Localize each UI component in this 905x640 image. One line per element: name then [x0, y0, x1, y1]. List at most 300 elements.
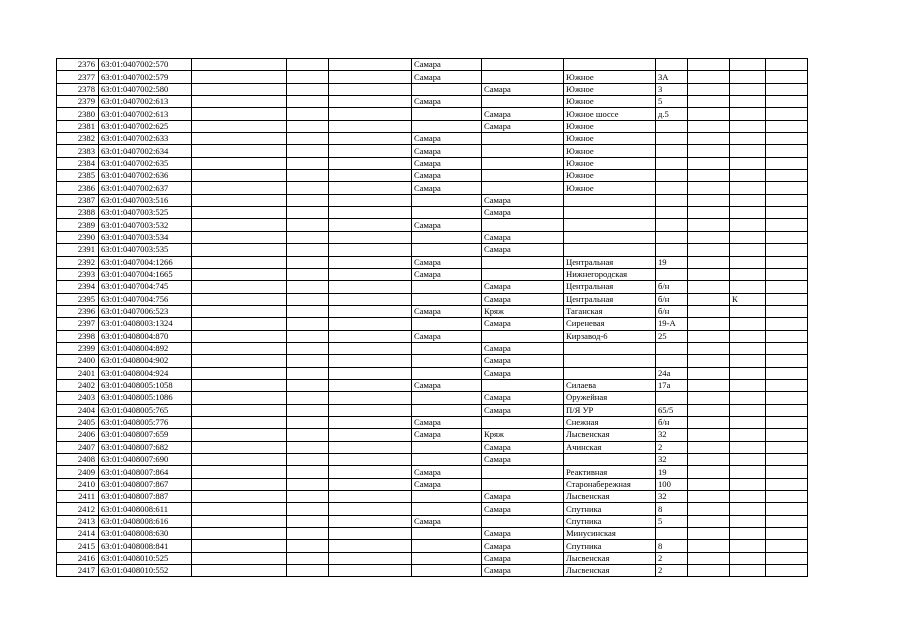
- locality-cell: Кряж: [482, 429, 564, 441]
- cell-empty-b: [287, 157, 329, 169]
- cell-empty: [329, 170, 412, 182]
- house-cell: [656, 157, 688, 169]
- table-row: [57, 120, 808, 132]
- cell-empty-b: [287, 379, 329, 391]
- cell-empty-a: [192, 515, 287, 527]
- locality-cell: Самара: [482, 404, 564, 416]
- cadastral-number: 63:01:0407003:535: [99, 244, 192, 256]
- cadastral-number: 63:01:0407002:613: [99, 96, 192, 108]
- cell-extra-a: [688, 293, 730, 305]
- cell-empty-b: [287, 441, 329, 453]
- table-row: [57, 478, 808, 490]
- cell-empty-a: [192, 83, 287, 95]
- table-row: [57, 133, 808, 145]
- city-cell: [412, 552, 482, 564]
- table-row: [57, 367, 808, 379]
- cell-empty: [329, 515, 412, 527]
- city-cell: Самара: [412, 170, 482, 182]
- cell-extra-c: [766, 565, 808, 577]
- cell-empty-b: [287, 565, 329, 577]
- cell-empty-b: [287, 256, 329, 268]
- cell-extra-c: [766, 244, 808, 256]
- cell-empty: [329, 540, 412, 552]
- cell-extra-b: [730, 83, 766, 95]
- locality-cell: [482, 256, 564, 268]
- house-cell: 8: [656, 503, 688, 515]
- row-number: 2407: [57, 441, 99, 453]
- cadastral-number: 63:01:0407004:745: [99, 281, 192, 293]
- cell-empty: [329, 145, 412, 157]
- table-row: [57, 528, 808, 540]
- cell-extra-c: [766, 528, 808, 540]
- cell-empty-b: [287, 342, 329, 354]
- cell-empty-b: [287, 429, 329, 441]
- table-row: [57, 454, 808, 466]
- cadastral-number: 63:01:0408007:690: [99, 454, 192, 466]
- cell-extra-c: [766, 219, 808, 231]
- house-cell: [656, 342, 688, 354]
- street-cell: Южное: [564, 133, 656, 145]
- cell-empty-b: [287, 59, 329, 71]
- row-number: 2382: [57, 133, 99, 145]
- table-row: [57, 59, 808, 71]
- cadastral-number: 63:01:0407004:1266: [99, 256, 192, 268]
- cell-empty: [329, 268, 412, 280]
- street-cell: Лысвенская: [564, 429, 656, 441]
- cell-extra-a: [688, 392, 730, 404]
- cell-empty-a: [192, 170, 287, 182]
- cell-extra-a: [688, 318, 730, 330]
- cell-extra-a: [688, 108, 730, 120]
- locality-cell: Самара: [482, 503, 564, 515]
- city-cell: [412, 528, 482, 540]
- cell-empty: [329, 108, 412, 120]
- cell-extra-c: [766, 120, 808, 132]
- house-cell: 2: [656, 565, 688, 577]
- house-cell: 100: [656, 478, 688, 490]
- cell-extra-a: [688, 416, 730, 428]
- cell-extra-b: [730, 157, 766, 169]
- cell-extra-b: [730, 170, 766, 182]
- cell-extra-b: [730, 454, 766, 466]
- cell-extra-c: [766, 145, 808, 157]
- cell-empty-b: [287, 404, 329, 416]
- table-row: [57, 157, 808, 169]
- city-cell: Самара: [412, 182, 482, 194]
- table-row: [57, 305, 808, 317]
- row-number: 2390: [57, 231, 99, 243]
- city-cell: [412, 342, 482, 354]
- locality-cell: Самара: [482, 207, 564, 219]
- cell-extra-b: [730, 71, 766, 83]
- locality-cell: Самара: [482, 367, 564, 379]
- cell-extra-a: [688, 59, 730, 71]
- cell-empty: [329, 244, 412, 256]
- cell-empty-a: [192, 342, 287, 354]
- cell-empty-a: [192, 330, 287, 342]
- table-row: [57, 207, 808, 219]
- city-cell: [412, 355, 482, 367]
- cell-empty-a: [192, 268, 287, 280]
- row-number: 2403: [57, 392, 99, 404]
- row-number: 2400: [57, 355, 99, 367]
- row-number: 2381: [57, 120, 99, 132]
- row-number: 2398: [57, 330, 99, 342]
- cell-extra-b: [730, 503, 766, 515]
- cadastral-number: 63:01:0408005:776: [99, 416, 192, 428]
- cell-empty-a: [192, 108, 287, 120]
- cell-extra-a: [688, 441, 730, 453]
- street-cell: Спутника: [564, 515, 656, 527]
- cadastral-number: 63:01:0407003:532: [99, 219, 192, 231]
- cell-extra-b: [730, 231, 766, 243]
- cell-extra-b: [730, 219, 766, 231]
- cadastral-number: 63:01:0407002:636: [99, 170, 192, 182]
- house-cell: [656, 207, 688, 219]
- city-cell: [412, 120, 482, 132]
- cell-empty-b: [287, 318, 329, 330]
- cell-extra-b: [730, 404, 766, 416]
- table-row: [57, 231, 808, 243]
- cell-extra-b: [730, 120, 766, 132]
- cell-extra-a: [688, 120, 730, 132]
- cell-extra-a: [688, 207, 730, 219]
- cell-empty-a: [192, 379, 287, 391]
- street-cell: Центральная: [564, 281, 656, 293]
- locality-cell: [482, 133, 564, 145]
- cell-empty-a: [192, 454, 287, 466]
- cell-extra-a: [688, 219, 730, 231]
- locality-cell: Кряж: [482, 305, 564, 317]
- cell-empty: [329, 293, 412, 305]
- cell-extra-a: [688, 429, 730, 441]
- cell-empty-a: [192, 491, 287, 503]
- row-number: 2392: [57, 256, 99, 268]
- cell-empty-b: [287, 244, 329, 256]
- cell-empty-b: [287, 268, 329, 280]
- house-cell: [656, 355, 688, 367]
- city-cell: Самара: [412, 478, 482, 490]
- locality-cell: Самара: [482, 194, 564, 206]
- cell-extra-b: [730, 379, 766, 391]
- street-cell: Лысвенская: [564, 565, 656, 577]
- table-row: [57, 416, 808, 428]
- locality-cell: Самара: [482, 231, 564, 243]
- cell-empty: [329, 466, 412, 478]
- cell-extra-c: [766, 330, 808, 342]
- city-cell: [412, 318, 482, 330]
- cell-empty-a: [192, 145, 287, 157]
- cell-extra-c: [766, 256, 808, 268]
- cell-empty-b: [287, 491, 329, 503]
- cell-empty-a: [192, 207, 287, 219]
- cell-extra-b: [730, 540, 766, 552]
- city-cell: [412, 441, 482, 453]
- house-cell: 2: [656, 441, 688, 453]
- cell-extra-c: [766, 293, 808, 305]
- street-cell: Южное: [564, 83, 656, 95]
- cell-empty-b: [287, 552, 329, 564]
- cadastral-number: 63:01:0408007:864: [99, 466, 192, 478]
- cadastral-number: 63:01:0407002:579: [99, 71, 192, 83]
- cell-extra-c: [766, 342, 808, 354]
- city-cell: Самара: [412, 256, 482, 268]
- row-number: 2406: [57, 429, 99, 441]
- cell-empty: [329, 478, 412, 490]
- table-row: [57, 182, 808, 194]
- cell-empty: [329, 367, 412, 379]
- row-number: 2408: [57, 454, 99, 466]
- table-row: [57, 330, 808, 342]
- cadastral-number: 63:01:0407003:534: [99, 231, 192, 243]
- cell-empty-b: [287, 170, 329, 182]
- table-row: [57, 281, 808, 293]
- cell-extra-b: [730, 207, 766, 219]
- locality-cell: [482, 59, 564, 71]
- cell-empty: [329, 305, 412, 317]
- cell-extra-a: [688, 515, 730, 527]
- cell-extra-a: [688, 503, 730, 515]
- row-number: 2377: [57, 71, 99, 83]
- cell-extra-b: [730, 466, 766, 478]
- house-cell: 19-А: [656, 318, 688, 330]
- cadastral-number: 63:01:0407003:525: [99, 207, 192, 219]
- cell-empty-a: [192, 96, 287, 108]
- cadastral-number: 63:01:0408007:659: [99, 429, 192, 441]
- cadastral-number: 63:01:0408010:552: [99, 565, 192, 577]
- cell-empty-b: [287, 355, 329, 367]
- table-row: [57, 318, 808, 330]
- city-cell: Самара: [412, 59, 482, 71]
- cell-extra-a: [688, 305, 730, 317]
- cell-extra-a: [688, 552, 730, 564]
- cell-extra-c: [766, 108, 808, 120]
- cell-extra-b: [730, 515, 766, 527]
- cadastral-number: 63:01:0407004:1665: [99, 268, 192, 280]
- cell-empty: [329, 552, 412, 564]
- cell-extra-a: [688, 528, 730, 540]
- cell-extra-a: [688, 330, 730, 342]
- house-cell: [656, 59, 688, 71]
- cell-empty-b: [287, 133, 329, 145]
- cell-empty-a: [192, 565, 287, 577]
- locality-cell: Самара: [482, 318, 564, 330]
- cell-extra-a: [688, 367, 730, 379]
- cell-empty-b: [287, 454, 329, 466]
- cell-extra-c: [766, 552, 808, 564]
- cell-empty-b: [287, 330, 329, 342]
- cell-extra-a: [688, 379, 730, 391]
- cell-extra-c: [766, 59, 808, 71]
- cell-extra-b: [730, 96, 766, 108]
- row-number: 2412: [57, 503, 99, 515]
- locality-cell: [482, 170, 564, 182]
- row-number: 2409: [57, 466, 99, 478]
- row-number: 2384: [57, 157, 99, 169]
- cell-empty: [329, 83, 412, 95]
- house-cell: 24а: [656, 367, 688, 379]
- cell-extra-c: [766, 503, 808, 515]
- house-cell: 3А: [656, 71, 688, 83]
- cell-extra-a: [688, 342, 730, 354]
- city-cell: [412, 454, 482, 466]
- street-cell: [564, 342, 656, 354]
- cell-empty-b: [287, 503, 329, 515]
- house-cell: [656, 392, 688, 404]
- cell-extra-c: [766, 96, 808, 108]
- city-cell: [412, 194, 482, 206]
- cell-extra-c: [766, 466, 808, 478]
- locality-cell: Самара: [482, 441, 564, 453]
- street-cell: Южное: [564, 170, 656, 182]
- row-number: 2385: [57, 170, 99, 182]
- cadastral-number: 63:01:0408003:1324: [99, 318, 192, 330]
- street-cell: [564, 207, 656, 219]
- table-row: [57, 540, 808, 552]
- table-body: [57, 59, 808, 577]
- house-cell: [656, 268, 688, 280]
- cadastral-number: 63:01:0408008:616: [99, 515, 192, 527]
- cell-extra-c: [766, 71, 808, 83]
- table-row: [57, 552, 808, 564]
- city-cell: Самара: [412, 219, 482, 231]
- cell-extra-a: [688, 454, 730, 466]
- house-cell: 32: [656, 454, 688, 466]
- cell-empty-a: [192, 231, 287, 243]
- city-cell: Самара: [412, 96, 482, 108]
- table-row: [57, 342, 808, 354]
- city-cell: [412, 108, 482, 120]
- cell-empty: [329, 429, 412, 441]
- cell-extra-c: [766, 170, 808, 182]
- cell-empty: [329, 71, 412, 83]
- cadastral-number: 63:01:0407002:633: [99, 133, 192, 145]
- cell-extra-c: [766, 441, 808, 453]
- cell-extra-b: [730, 256, 766, 268]
- locality-cell: [482, 96, 564, 108]
- house-cell: 5: [656, 96, 688, 108]
- row-number: 2401: [57, 367, 99, 379]
- cell-empty: [329, 194, 412, 206]
- cell-extra-c: [766, 454, 808, 466]
- cell-extra-a: [688, 194, 730, 206]
- city-cell: Самара: [412, 466, 482, 478]
- cell-empty-a: [192, 194, 287, 206]
- table-row: [57, 145, 808, 157]
- locality-cell: Самара: [482, 540, 564, 552]
- cell-empty: [329, 96, 412, 108]
- cell-empty: [329, 207, 412, 219]
- cell-empty-b: [287, 466, 329, 478]
- table-row: [57, 170, 808, 182]
- row-number: 2413: [57, 515, 99, 527]
- cell-extra-a: [688, 71, 730, 83]
- cell-empty: [329, 416, 412, 428]
- cell-extra-b: [730, 318, 766, 330]
- city-cell: [412, 244, 482, 256]
- row-number: 2402: [57, 379, 99, 391]
- city-cell: Самара: [412, 416, 482, 428]
- street-cell: [564, 244, 656, 256]
- street-cell: Южное: [564, 157, 656, 169]
- cadastral-number: 63:01:0408004:870: [99, 330, 192, 342]
- cell-extra-b: [730, 441, 766, 453]
- house-cell: б/н: [656, 305, 688, 317]
- table-row: [57, 515, 808, 527]
- cell-empty-b: [287, 305, 329, 317]
- cell-extra-a: [688, 96, 730, 108]
- cell-extra-b: [730, 478, 766, 490]
- row-number: 2378: [57, 83, 99, 95]
- house-cell: [656, 219, 688, 231]
- cell-empty-a: [192, 133, 287, 145]
- cell-extra-c: [766, 478, 808, 490]
- cell-empty-a: [192, 59, 287, 71]
- table-row: [57, 96, 808, 108]
- row-number: 2394: [57, 281, 99, 293]
- street-cell: Южное: [564, 71, 656, 83]
- street-cell: Таганская: [564, 305, 656, 317]
- cell-empty-a: [192, 120, 287, 132]
- cadastral-number: 63:01:0407002:580: [99, 83, 192, 95]
- house-cell: [656, 194, 688, 206]
- row-number: 2399: [57, 342, 99, 354]
- cell-empty-b: [287, 231, 329, 243]
- street-cell: [564, 194, 656, 206]
- cell-extra-a: [688, 145, 730, 157]
- row-number: 2388: [57, 207, 99, 219]
- cell-extra-b: [730, 491, 766, 503]
- cell-extra-a: [688, 565, 730, 577]
- house-cell: 8: [656, 540, 688, 552]
- cell-empty: [329, 318, 412, 330]
- cell-empty-a: [192, 416, 287, 428]
- cell-extra-b: [730, 268, 766, 280]
- cell-empty-b: [287, 145, 329, 157]
- cell-extra-a: [688, 540, 730, 552]
- row-number: 2383: [57, 145, 99, 157]
- locality-cell: [482, 379, 564, 391]
- cell-empty-a: [192, 219, 287, 231]
- street-cell: Нижнегородская: [564, 268, 656, 280]
- cell-empty-a: [192, 404, 287, 416]
- street-cell: [564, 219, 656, 231]
- cell-extra-a: [688, 133, 730, 145]
- house-cell: [656, 182, 688, 194]
- city-cell: [412, 207, 482, 219]
- table-row: [57, 379, 808, 391]
- city-cell: Самара: [412, 305, 482, 317]
- house-cell: [656, 231, 688, 243]
- street-cell: Южное: [564, 182, 656, 194]
- street-cell: [564, 231, 656, 243]
- table-row: [57, 108, 808, 120]
- cadastral-number: 63:01:0407002:637: [99, 182, 192, 194]
- street-cell: Спутника: [564, 503, 656, 515]
- table-row: [57, 219, 808, 231]
- row-number: 2417: [57, 565, 99, 577]
- row-number: 2386: [57, 182, 99, 194]
- table-row: [57, 392, 808, 404]
- city-cell: [412, 491, 482, 503]
- cell-empty-b: [287, 293, 329, 305]
- cadastral-number: 63:01:0407002:625: [99, 120, 192, 132]
- cell-empty-b: [287, 120, 329, 132]
- street-cell: Минусинская: [564, 528, 656, 540]
- locality-cell: [482, 157, 564, 169]
- row-number: 2404: [57, 404, 99, 416]
- cell-extra-b: [730, 108, 766, 120]
